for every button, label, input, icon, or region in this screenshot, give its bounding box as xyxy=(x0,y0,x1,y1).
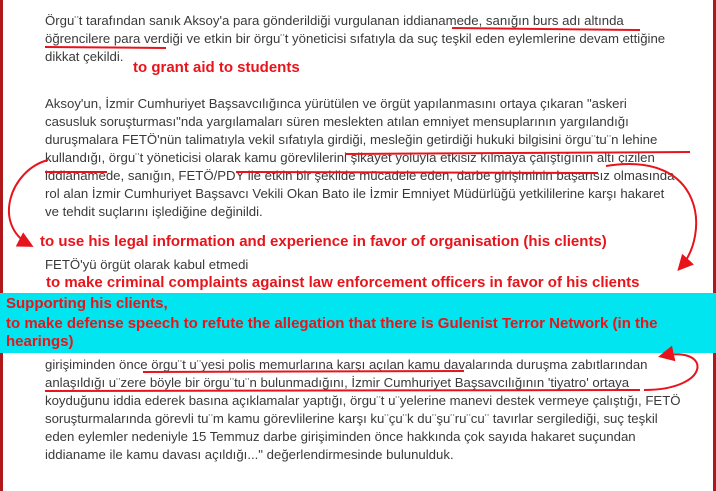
annotation-supporting-line-1: Supporting his clients, xyxy=(6,295,168,312)
paragraph-4-line-5: eden eylemler nedeniyle 15 Temmuz darbe girişiminden önce hakkında çok sayıda hakaret suçundan xyxy=(45,429,636,444)
paragraph-1-line-3: dikkat çekildi. xyxy=(45,49,124,64)
paragraph-2-line-6: rol alan İzmir Cumhuriyet Başsavcı Vekili Okan Bato ile İzmir Emniyet Müdürlüğü yetkililerine karşı hakaret xyxy=(45,186,665,201)
paragraph-2 xyxy=(45,95,690,221)
annotation-legal-info: to use his legal information and experience in favor of organisation (his clients) xyxy=(40,233,607,250)
paragraph-2-line-3: duruşmalara FETÖ'nün talimatıyla vekil sıfatıyla girdiği, mesleğin getirdiği hukuki bilgisini örgu¨tu¨n lehine xyxy=(45,132,658,147)
paragraph-4-line-6: iddianame ile kamu davası açıldığı..." değerlendirmesinde bulunulduk. xyxy=(45,447,454,462)
paragraph-1-line-1: Örgu¨t tarafından sanık Aksoy'a para gönderildiği vurgulanan iddianamede, sanığın burs adı altında xyxy=(45,13,624,28)
paragraph-2-line-2: casusluk soruşturması"nda yargılamaları süren meslekten atılan emniyet mensuplarının yargılandığı xyxy=(45,114,629,129)
paragraph-2-line-4: kullandığı, örgu¨t yöneticisi olarak kamu görevlilerini şikayet yoluyla etkisiz kılmaya çalıştığının altı çizilen xyxy=(45,150,655,165)
annotation-complaints: to make criminal complaints against law enforcement officers in favor of his clients xyxy=(46,274,640,291)
paragraph-3-line-1: FETÖ'yü örgüt olarak kabul etmedi xyxy=(45,257,249,272)
paragraph-4 xyxy=(45,356,690,464)
paragraph-4-line-4: soruşturmalarında görevli tu¨m kamu görevlilerine karşı ku¨çu¨k du¨şu¨ru¨cu¨ tavırlar sergilediği, suç teşkil xyxy=(45,411,658,426)
paragraph-1 xyxy=(45,12,690,66)
paragraph-2-line-1: Aksoy'un, İzmir Cumhuriyet Başsavcılığınca yürütülen ve örgüt yapılanmasını ortaya çıkaran "askeri xyxy=(45,96,627,111)
paragraph-2-line-7: ve tehdit suçlarını işlediğine değinildi. xyxy=(45,204,263,219)
highlight-box xyxy=(0,293,716,353)
paragraph-4-line-3: koyduğunu iddia ederek basına açıklamalar yaptığı, örgu¨t u¨yelerine manevi destek vermeye çalıştığı, FETÖ xyxy=(45,393,681,408)
paragraph-1-line-2: öğrencilere para verdiği ve etkin bir örgu¨t yöneticisi sıfatıyla da suç teşkil eden eylemlerine devam ettiğine xyxy=(45,31,666,46)
left-border xyxy=(0,0,3,491)
paragraph-4-line-1: girişiminden önce örgu¨t u¨yesi polis memurlarına karşı açılan kamu davalarında duruşma zabıtlarından xyxy=(45,357,648,372)
annotation-grant-aid: to grant aid to students xyxy=(133,59,300,76)
paragraph-2-line-5: iddianamede, sanığın, FETÖ/PDY ile etkin bir şekilde mücadele eden, darbe girişiminin başarısız olmasında xyxy=(45,168,675,183)
annotation-supporting-line-2: to make defense speech to refute the allegation that there is Gulenist Terror Network (in the hearings) xyxy=(6,315,658,350)
paragraph-4-line-2: anlaşıldığı u¨zere böyle bir örgu¨tu¨n bulunmadığını, İzmir Cumhuriyet Başsavcılığının 'tiyatro' ortaya xyxy=(45,375,630,390)
paragraph-3 xyxy=(45,256,690,274)
